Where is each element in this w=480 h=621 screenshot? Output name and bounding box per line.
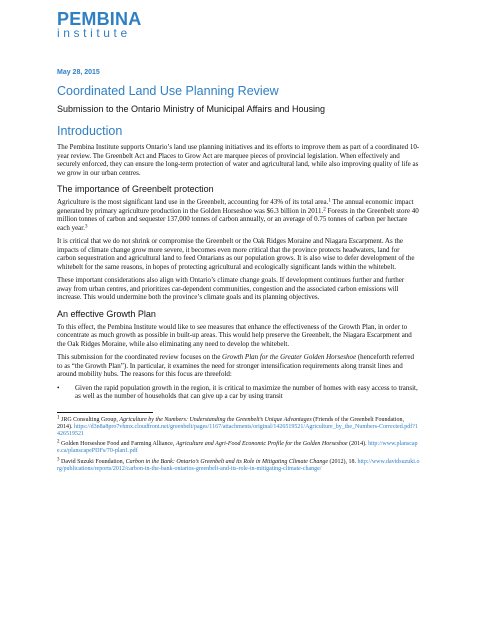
footnote-text: (Friends of the Greenbelt Foundation, 2014). <box>57 416 404 430</box>
heading-greenbelt-protection: The importance of Greenbelt protection <box>57 184 214 194</box>
footnote-text: Golden Horseshoe Food and Farming Alliance, <box>59 441 176 448</box>
footnote-1 <box>57 417 420 439</box>
footnote-number: 3 <box>57 457 60 463</box>
growth-p2-part-b: (henceforth referred to as “the Growth Plan”). In particular, it examines the need for stronger intensification requirements along transit lines and around mobility hubs. The reasons for this focus are threefold: <box>57 353 414 378</box>
footnote-source-title: Carbon in the Bank: Ontario’s Greenbelt and its Role in Mitigating Climate Change <box>125 458 328 465</box>
footnote-source-title: Agriculture by the Numbers: Understanding the Greenbelt’s Unique Advantages <box>119 416 312 423</box>
footnote-source-title: Agriculture and Agri-Food Economic Profile for the Golden Horseshoe <box>175 441 348 448</box>
footnote-3 <box>57 459 420 473</box>
footnote-text: JRG Consulting Group, <box>59 416 120 423</box>
growth-p2-part-a: This submission for the coordinated review focuses on the <box>57 353 223 361</box>
footnote-text: (2012), 18. <box>328 458 358 465</box>
footnote-text: (2014). <box>347 441 369 448</box>
document-date: May 28, 2015 <box>57 69 100 76</box>
logo-line-2: institute <box>57 26 131 40</box>
greenbelt-p1-part-b: The annual economic impact generated by primary agriculture production in the Golden Horseshoe was $6.3 billion in 2011. <box>57 198 414 215</box>
footnote-link-1[interactable]: https://d3n8a8pro7vhmx.cloudfront.net/greenbelt/pages/1167/attachments/original/1426519521/Agriculture_by_the_Numbers-Corrected.pdf?1426519521 <box>57 423 418 437</box>
document-body <box>57 124 420 476</box>
document-subtitle: Submission to the Ontario Ministry of Municipal Affairs and Housing <box>57 104 325 114</box>
bullet-marker: • <box>57 383 60 392</box>
greenbelt-paragraph-2: It is critical that we do not shrink or compromise the Greenbelt or the Oak Ridges Moraine and Niagara Escarpment. As the impacts of climate change grow more severe, it becomes even more critical that the province protects headwaters, land for carbon sequestration and agricultural land to feed Ontarians as our population grows. It is also wise to defer development of the whitebelt for the same reasons, in hopes of protecting agricultural and ecologically significant lands within the whitebelt. <box>57 237 415 271</box>
footnote-ref-1[interactable]: 1 <box>328 198 331 204</box>
greenbelt-paragraph-3: These important considerations also align with Ontario’s climate change goals. If development continues further and further away from urban centres, and prioritizes car-dependent communities, congestion and the associated carbon emissions will increase. This would undermine both the province’s climate goals and its planning objectives. <box>57 276 405 301</box>
growth-paragraph-2 <box>57 353 420 379</box>
footnote-link-3[interactable]: http://www.davidsuzuki.org/publications/reports/2012/carbon-in-the-bank-ontarios-greenbelt-and-its-role-in-mitigating-climate-change/ <box>57 458 420 472</box>
bullet-text-1: Given the rapid population growth in the region, it is critical to maximize the number of homes with easy access to transit, as well as the number of households that can give up a car by using transit <box>75 383 418 400</box>
growth-paragraph-1: To this effect, the Pembina Institute would like to see measures that enhance the effectiveness of the Growth Plan, in order to concentrate as much growth as possible in built-up areas. This would help preserve the Greenbelt, the Niagara Escarpment and the Oak Ridges Moraine, while also eliminating any need to develop the whitebelt. <box>57 322 412 348</box>
list-item <box>57 384 420 401</box>
greenbelt-paragraph-1 <box>57 198 420 232</box>
growth-plan-title: Growth Plan for the Greater Golden Horseshoe <box>222 353 357 361</box>
footnote-text: David Suzuki Foundation, <box>59 458 126 465</box>
heading-growth-plan: An effective Growth Plan <box>57 308 156 319</box>
pembina-logo <box>57 10 141 39</box>
intro-paragraph: The Pembina Institute supports Ontario’s land use planning initiatives and its efforts to improve them as part of a coordinated 10-year review. The Greenbelt Act and Places to Grow Act are marquee pieces of provincial legislation. When effectively and securely enforced, they can ensure the long-term protection of water and agricultural land, while also improving quality of life as we grow in our urban centres. <box>57 143 420 177</box>
footnote-ref-3[interactable]: 3 <box>84 224 88 229</box>
greenbelt-p1-part-c: Forests in the Greenbelt store 40 million tonnes of carbon and sequester 137,000 tonnes of carbon annually, or an average of 0.75 tonnes of carbon per hectare each year. <box>57 206 419 232</box>
footnote-link-2[interactable]: http://www.planscape.ca/planscapePDFs/70-plan1.pdf <box>57 441 418 455</box>
footnote-number: 2 <box>57 439 60 445</box>
footnote-ref-2[interactable]: 2 <box>323 207 326 212</box>
footnote-divider <box>57 412 153 413</box>
document-title: Coordinated Land Use Planning Review <box>57 84 279 98</box>
footnote-number: 1 <box>57 415 60 420</box>
logo-line-1: PEMBINA <box>57 9 142 29</box>
heading-introduction: Introduction <box>57 124 123 138</box>
greenbelt-p1-part-a: Agriculture is the most significant land use in the Greenbelt, accounting for 43% of its total area. <box>57 198 329 206</box>
footnote-2 <box>57 441 420 455</box>
